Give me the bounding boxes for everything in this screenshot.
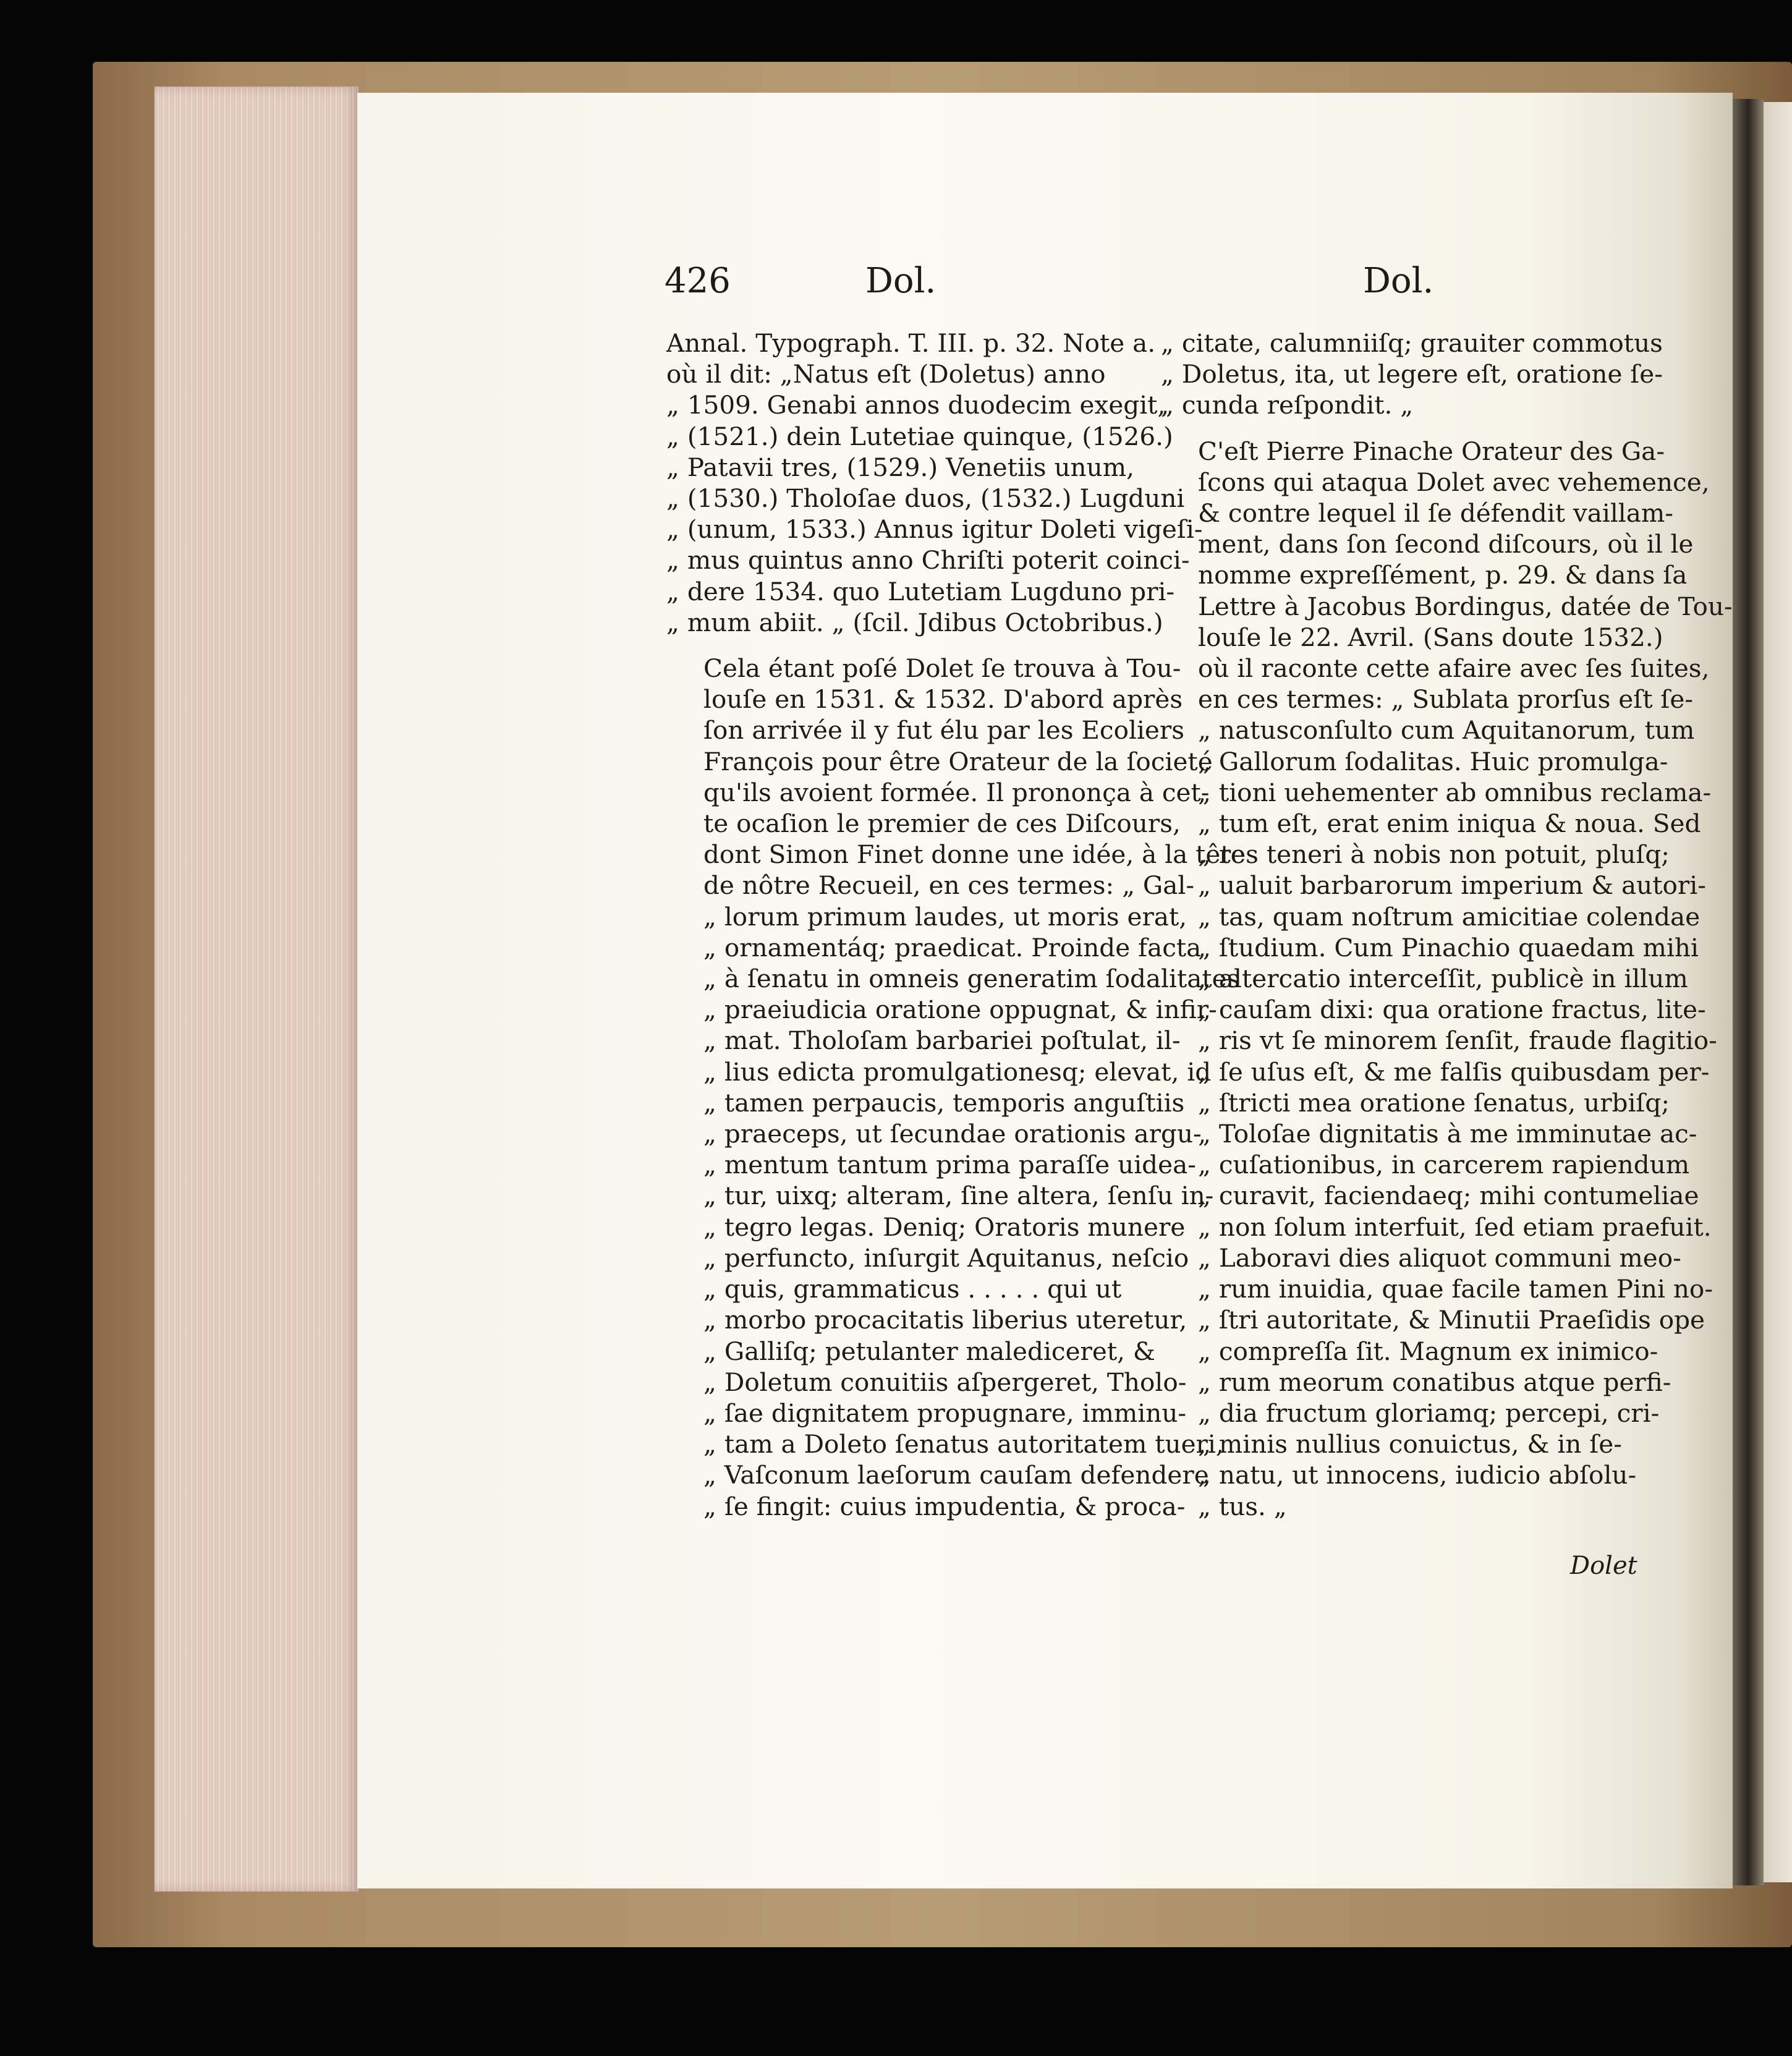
text-line: „ minis nullius conuictus, & in ſe- bbox=[1198, 1429, 1622, 1459]
text-line: „ lius edicta promulgationesq; elevat, id bbox=[703, 1056, 1212, 1087]
text-line: François pour être Orateur de la ſocieté bbox=[703, 746, 1213, 776]
text-line: „ ſae dignitatem propugnare, imminu- bbox=[703, 1398, 1187, 1428]
text-line: louſe en 1531. & 1532. D'abord après bbox=[703, 684, 1183, 715]
right-paragraph-2 bbox=[1161, 436, 1733, 1522]
text-line: „ ſtri autoritate, & Minutii Praeſidis ope bbox=[1198, 1305, 1705, 1335]
text-line: ſon arrivée il y fut élu par les Ecoliers bbox=[703, 715, 1185, 746]
text-line: Annal. Typograph. T. III. p. 32. Note a. bbox=[666, 328, 1156, 358]
text-line: ment, dans ſon ſecond diſcours, où il le bbox=[1198, 529, 1694, 559]
text-line: dont Simon Finet donne une idée, à la tête bbox=[703, 839, 1246, 870]
text-line: Lettre à Jacobus Bordingus, datée de Tou- bbox=[1198, 591, 1733, 621]
text-line: „ mat. Tholoſam barbariei poſtulat, il- bbox=[703, 1026, 1181, 1056]
text-line: „ quis, grammaticus . . . . . qui ut bbox=[703, 1274, 1122, 1304]
text-line: „ cunda reſpondit. „ bbox=[1161, 390, 1414, 420]
text-line: „ ſtudium. Cum Pinachio quaedam mihi bbox=[1198, 932, 1699, 962]
text-line: „ cuſationibus, in carcerem rapiendum bbox=[1198, 1150, 1690, 1180]
text-line: „ tus. „ bbox=[1198, 1491, 1287, 1521]
text-line: „ 1509. Genabi annos duodecim exegit, bbox=[666, 390, 1166, 420]
text-line: „ altercatio interceſſit, publicè in illum bbox=[1198, 964, 1688, 994]
text-line: „ tur, uixq; alteram, ſine altera, ſenſu in- bbox=[703, 1181, 1214, 1211]
text-line: „ tegro legas. Deniq; Oratoris munere bbox=[703, 1212, 1186, 1242]
text-line: „ dia fructum gloriamq; percepi, cri- bbox=[1198, 1398, 1660, 1428]
catchword: Dolet bbox=[1570, 1552, 1637, 1580]
text-line: „ à ſenatu in omneis generatim ſodalitates bbox=[703, 964, 1240, 994]
text-line: qu'ils avoient formée. Il prononça à cet- bbox=[703, 777, 1210, 807]
text-line: „ tam a Doleto ſenatus autoritatem tueri, bbox=[703, 1429, 1224, 1459]
text-line: Cela étant poſé Dolet ſe trouva à Tou- bbox=[703, 653, 1181, 684]
text-line: „ curavit, faciendaeq; mihi contumeliae bbox=[1198, 1181, 1699, 1211]
text-line: „ rum meorum conatibus atque perfi- bbox=[1198, 1367, 1671, 1397]
right-paragraph-1 bbox=[1161, 328, 1663, 421]
text-line: „ perfuncto, inſurgit Aquitanus, neſcio bbox=[703, 1243, 1189, 1273]
text-line: „ Toloſae dignitatis à me imminutae ac- bbox=[1198, 1119, 1697, 1149]
text-line: „ (unum, 1533.) Annus igitur Doleti vigeſi- bbox=[666, 514, 1203, 545]
text-line: „ tioni uehementer ab omnibus reclama- bbox=[1198, 777, 1712, 807]
text-line: où il dit: „Natus eſt (Doletus) anno bbox=[666, 359, 1106, 389]
text-line: „ (1521.) dein Lutetiae quinque, (1526.) bbox=[666, 421, 1173, 451]
text-line: „ Patavii tres, (1529.) Venetiis unum, bbox=[666, 452, 1134, 482]
text-line: „ compreſſa ſit. Magnum ex inimico- bbox=[1198, 1336, 1658, 1366]
text-line: „ ſe fingit: cuius impudentia, & proca- bbox=[703, 1491, 1186, 1521]
text-line: „ morbo procacitatis liberius uteretur, bbox=[703, 1305, 1187, 1335]
text-line: „ ſtricti mea oratione ſenatus, urbiſq; bbox=[1198, 1087, 1670, 1118]
text-line: „ cauſam dixi: qua oratione fractus, lite- bbox=[1198, 995, 1706, 1025]
page-number: 426 bbox=[665, 261, 731, 301]
text-line: „ tamen perpaucis, temporis anguſtiis bbox=[703, 1087, 1185, 1118]
text-line: „ tum eſt, erat enim iniqua & noua. Sed bbox=[1198, 809, 1701, 839]
text-line: „ ſe uſus eſt, & me falſis quibusdam per- bbox=[1198, 1056, 1710, 1087]
text-line: „ natusconſulto cum Aquitanorum, tum bbox=[1198, 715, 1695, 746]
text-line: louſe le 22. Avril. (Sans doute 1532.) bbox=[1198, 622, 1663, 652]
text-line: „ rum inuidia, quae facile tamen Pini no- bbox=[1198, 1274, 1713, 1304]
text-line: „ ualuit barbarorum imperium & autori- bbox=[1198, 870, 1706, 901]
text-line: „ Doletum conuitiis aſpergeret, Tholo- bbox=[703, 1367, 1187, 1397]
text-line: „ Galliſq; petulanter malediceret, & bbox=[703, 1336, 1155, 1366]
text-line: „ lorum primum laudes, ut moris erat, bbox=[703, 901, 1187, 932]
text-line: „ praeceps, ut ſecundae orationis argu- bbox=[703, 1119, 1202, 1149]
left-column bbox=[666, 328, 1246, 1522]
text-line: nomme expreſſément, p. 29. & dans ſa bbox=[1198, 560, 1688, 590]
text-line: „ Doletus, ita, ut legere eſt, oratione ſe- bbox=[1161, 359, 1663, 389]
left-paragraph-2 bbox=[666, 653, 1246, 1522]
text-line: „ Gallorum ſodalitas. Huic promulga- bbox=[1198, 746, 1668, 776]
text-line: „ non ſolum interfuit, ſed etiam praefuit. bbox=[1198, 1212, 1712, 1242]
text-line: „ res teneri à nobis non potuit, pluſq; bbox=[1198, 839, 1670, 870]
running-head-left: Dol. bbox=[865, 261, 936, 301]
text-line: „ mentum tantum prima paraſſe uidea- bbox=[703, 1150, 1196, 1180]
text-line: „ (1530.) Tholoſae duos, (1532.) Lugduni bbox=[666, 483, 1185, 514]
text-line: „ natu, ut innocens, iudicio abſolu- bbox=[1198, 1460, 1637, 1490]
text-line: „ ornamentáq; praedicat. Proinde facta bbox=[703, 932, 1202, 962]
text-line: C'eſt Pierre Pinache Orateur des Ga- bbox=[1198, 436, 1665, 466]
text-line: „ dere 1534. quo Lutetiam Lugduno pri- bbox=[666, 576, 1175, 606]
text-line: où il raconte cette afaire avec ſes ſuites, bbox=[1198, 653, 1710, 684]
text-line: „ mum abiit. „ (ſcil. Jdibus Octobribus.) bbox=[666, 607, 1163, 637]
right-column bbox=[1161, 328, 1733, 1522]
text-line: „ Laboravi dies aliquot communi meo- bbox=[1198, 1243, 1681, 1273]
text-line: de nôtre Recueil, en ces termes: „ Gal- bbox=[703, 870, 1195, 901]
left-paragraph-1 bbox=[666, 328, 1203, 638]
text-line: „ praeiudicia oratione oppugnat, & infir- bbox=[703, 995, 1217, 1025]
text-line: „ citate, calumniiſq; grauiter commotus bbox=[1161, 328, 1663, 358]
text-line: „ mus quintus anno Chriſti poterit coinci- bbox=[666, 545, 1190, 576]
text-line: & contre lequel il ſe défendit vaillam- bbox=[1198, 498, 1673, 529]
text-line: ſcons qui ataqua Dolet avec vehemence, bbox=[1198, 467, 1710, 497]
text-line: „ tas, quam noſtrum amicitiae colendae bbox=[1198, 901, 1701, 932]
text-line: „ ris vt ſe minorem ſenſit, fraude flagitio- bbox=[1198, 1026, 1717, 1056]
text-line: te ocaſion le premier de ces Diſcours, bbox=[703, 809, 1181, 839]
text-line: „ Vaſconum laeſorum cauſam defendere bbox=[703, 1460, 1209, 1490]
text-line: en ces termes: „ Sublata prorſus eſt ſe- bbox=[1198, 684, 1694, 715]
running-head-right: Dol. bbox=[1363, 261, 1434, 301]
